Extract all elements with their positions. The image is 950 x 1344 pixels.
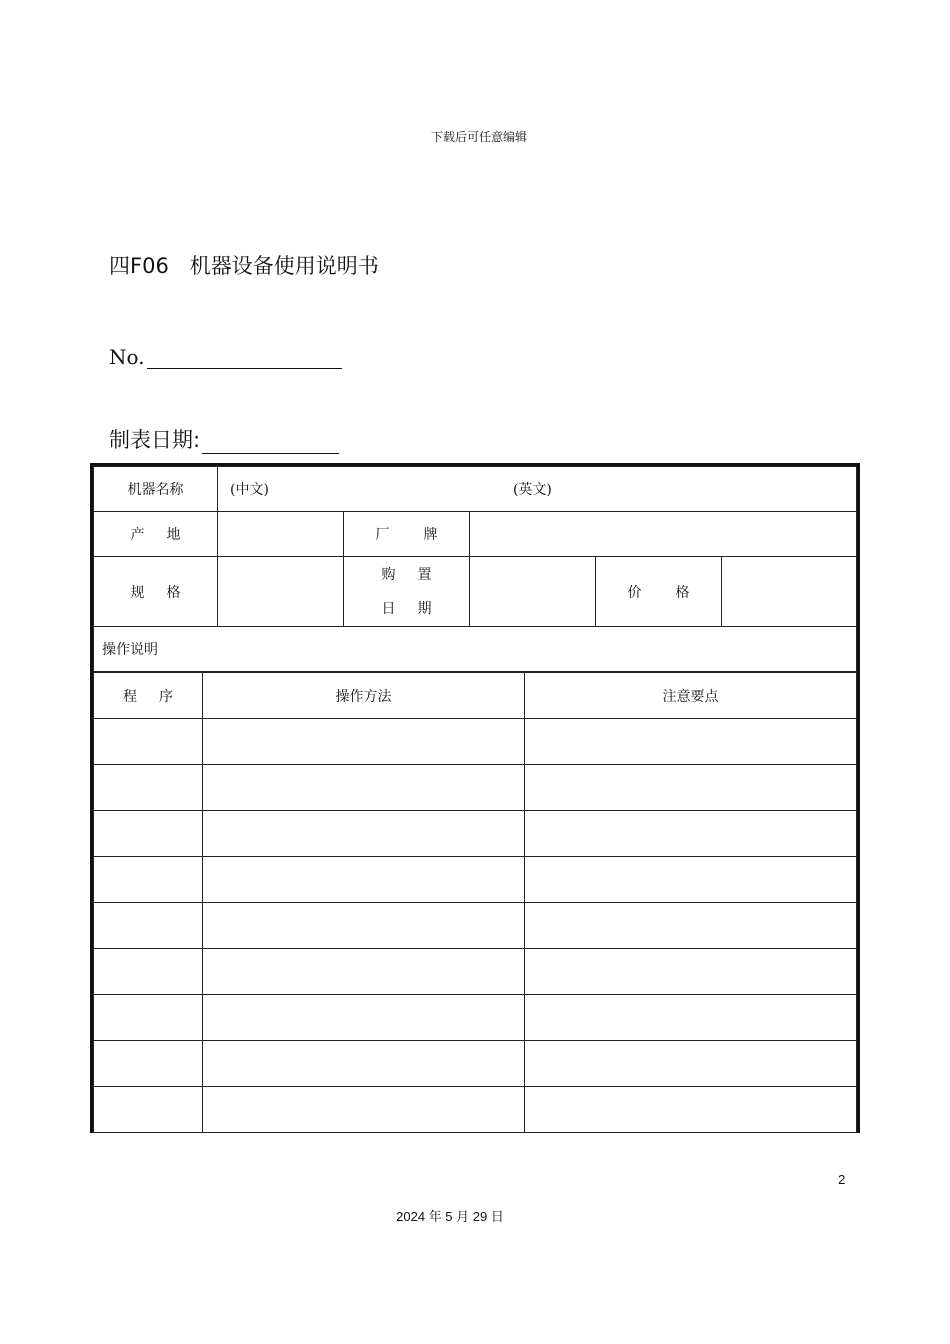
step-cell[interactable] (94, 949, 203, 995)
method-cell[interactable] (203, 1087, 525, 1133)
spec-cell[interactable] (218, 557, 344, 627)
step-cell[interactable] (94, 765, 203, 811)
method-cell[interactable] (203, 765, 525, 811)
method-cell[interactable] (203, 903, 525, 949)
origin-cell[interactable] (218, 512, 344, 557)
machine-name-label: 机器名称 (94, 467, 218, 512)
table-row (94, 1041, 857, 1087)
method-cell[interactable] (203, 719, 525, 765)
english-label: (英文) (512, 482, 552, 498)
origin-label: 产 地 (94, 512, 218, 557)
purchase-date-cell[interactable] (470, 557, 596, 627)
notes-column-header: 注意要点 (525, 673, 857, 719)
operation-description-label: 操作说明 (94, 627, 857, 672)
brand-label: 厂 牌 (344, 512, 470, 557)
table-row (94, 903, 857, 949)
date-label: 制表日期: (109, 428, 201, 452)
machine-info-table (93, 466, 857, 672)
price-cell[interactable] (722, 557, 857, 627)
method-cell[interactable] (203, 857, 525, 903)
number-field[interactable] (109, 345, 342, 369)
table-row (94, 995, 857, 1041)
purchase-date-label: 购 置 日 期 (344, 557, 470, 627)
number-blank-line[interactable] (147, 348, 342, 369)
method-cell[interactable] (203, 995, 525, 1041)
notes-cell[interactable] (525, 857, 857, 903)
method-cell[interactable] (203, 949, 525, 995)
number-label: No. (109, 345, 145, 369)
table-row (94, 949, 857, 995)
step-cell[interactable] (94, 811, 203, 857)
step-cell[interactable] (94, 1041, 203, 1087)
brand-cell[interactable] (470, 512, 857, 557)
step-cell[interactable] (94, 857, 203, 903)
spec-label: 规 格 (94, 557, 218, 627)
date-blank-line[interactable] (202, 433, 339, 454)
notes-cell[interactable] (525, 903, 857, 949)
step-cell[interactable] (94, 995, 203, 1041)
step-column-header: 程 序 (94, 673, 203, 719)
table-row (94, 1087, 857, 1133)
step-cell[interactable] (94, 1087, 203, 1133)
notes-cell[interactable] (525, 765, 857, 811)
method-cell[interactable] (203, 811, 525, 857)
notes-cell[interactable] (525, 1087, 857, 1133)
machine-name-cell[interactable] (218, 467, 857, 512)
step-cell[interactable] (94, 719, 203, 765)
notes-cell[interactable] (525, 949, 857, 995)
date-field[interactable] (109, 424, 339, 454)
footer-date: 2024 年 5 月 29 日 (396, 1209, 504, 1224)
method-column-header: 操作方法 (203, 673, 525, 719)
operation-steps-table (93, 672, 857, 1133)
step-cell[interactable] (94, 903, 203, 949)
header-note: 下载后可任意编辑 (430, 130, 527, 144)
table-row (94, 765, 857, 811)
page-number: 2 (838, 1172, 846, 1187)
table-row (94, 857, 857, 903)
chinese-label: (中文) (230, 482, 269, 498)
table-row (94, 811, 857, 857)
table-row (94, 719, 857, 765)
notes-cell[interactable] (525, 811, 857, 857)
notes-cell[interactable] (525, 719, 857, 765)
price-label: 价 格 (596, 557, 722, 627)
machine-form (90, 463, 860, 1133)
method-cell[interactable] (203, 1041, 525, 1087)
notes-cell[interactable] (525, 995, 857, 1041)
notes-cell[interactable] (525, 1041, 857, 1087)
document-title: 四F06 机器设备使用说明书 (109, 254, 379, 278)
